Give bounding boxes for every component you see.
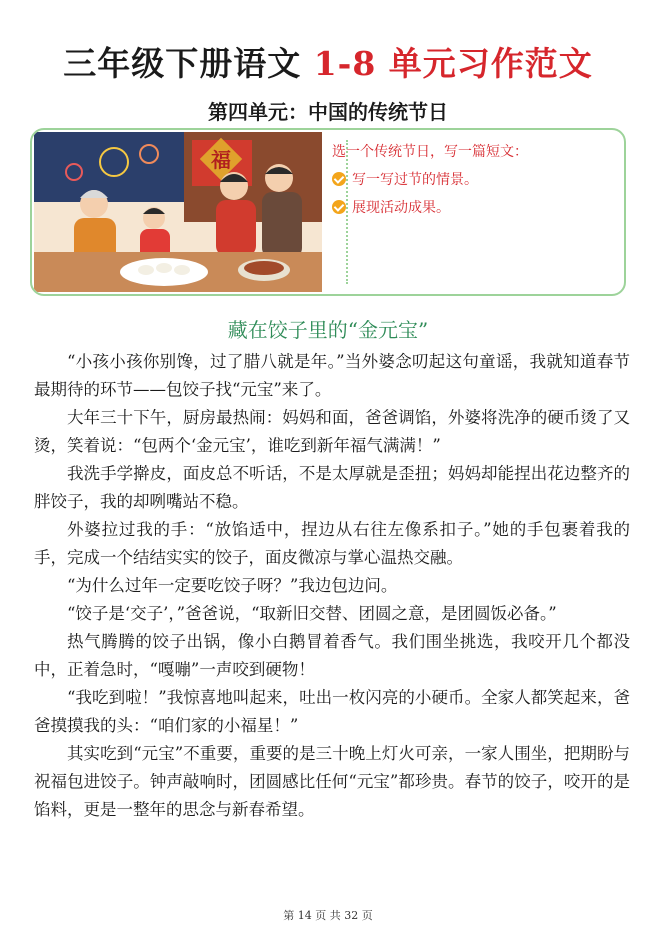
family-dumplings-illustration	[34, 132, 322, 292]
task-item-2	[332, 196, 528, 224]
essay-paragraph: “小孩小孩你别馋，过了腊八就是年。”当外婆念叨起这句童谣，我就知道春节最期待的环节——包饺子找“元宝”来了。	[34, 352, 630, 399]
page-number: 第 14 页 共 32 页	[283, 909, 373, 922]
task-box	[30, 128, 626, 296]
essay-paragraph: 大年三十下午，厨房最热闹：妈妈和面，爸爸调馅，外婆将洗净的硬币烫了又烫，笑着说：“包两个‘金元宝’，谁吃到新年福气满满！”	[34, 408, 630, 455]
task-intro: 选一个传统节日，写一篇短文：	[332, 144, 528, 160]
essay-paragraph: “为什么过年一定要吃饺子呀？”我边包边问。	[67, 576, 398, 595]
task-instructions	[332, 140, 528, 224]
task-item-2-text: 展现活动成果。	[352, 200, 450, 216]
unit-subtitle: 第四单元：中国的传统节日	[208, 100, 448, 124]
title-highlight: 1-8 单元习作范文	[313, 44, 593, 83]
check-icon	[332, 172, 346, 186]
essay-paragraph: 我洗手学擀皮，面皮总不听话，不是太厚就是歪扭；妈妈却能捏出花边整齐的胖饺子，我的却咧嘴站不稳。	[34, 464, 630, 511]
essay-body	[34, 348, 630, 824]
task-item-1	[332, 168, 528, 196]
essay-paragraph: “我吃到啦！”我惊喜地叫起来，吐出一枚闪亮的小硬币。全家人都笑起来，爸爸摸摸我的头：“咱们家的小福星！”	[34, 688, 630, 735]
essay-title: 藏在饺子里的“金元宝”	[227, 318, 429, 342]
task-item-1-text: 写一写过节的情景。	[352, 172, 478, 188]
essay-paragraph: “饺子是‘交子’，”爸爸说，“取新旧交替、团圆之意，是团圆饭必备。”	[67, 604, 557, 623]
essay-paragraph: 外婆拉过我的手：“放馅适中，捏边从右往左像系扣子。”她的手包裹着我的手，完成一个结结实实的饺子，面皮微凉与掌心温热交融。	[34, 520, 630, 567]
essay-paragraph: 热气腾腾的饺子出锅，像小白鹅冒着香气。我们围坐挑选，我咬开几个都没中，正着急时，“嘎嘣”一声咬到硬物！	[34, 632, 630, 679]
check-icon	[332, 200, 346, 214]
fu-character: 福	[211, 148, 231, 172]
essay-paragraph: 其实吃到“元宝”不重要，重要的是三十晚上灯火可亲，一家人围坐，把期盼与祝福包进饺子。钟声敲响时，团圆感比任何“元宝”都珍贵。春节的饺子，咬开的是馅料，更是一整年的思念与新春希望。	[34, 744, 630, 819]
page-title	[0, 38, 656, 85]
title-main: 三年级下册语文	[63, 44, 302, 83]
